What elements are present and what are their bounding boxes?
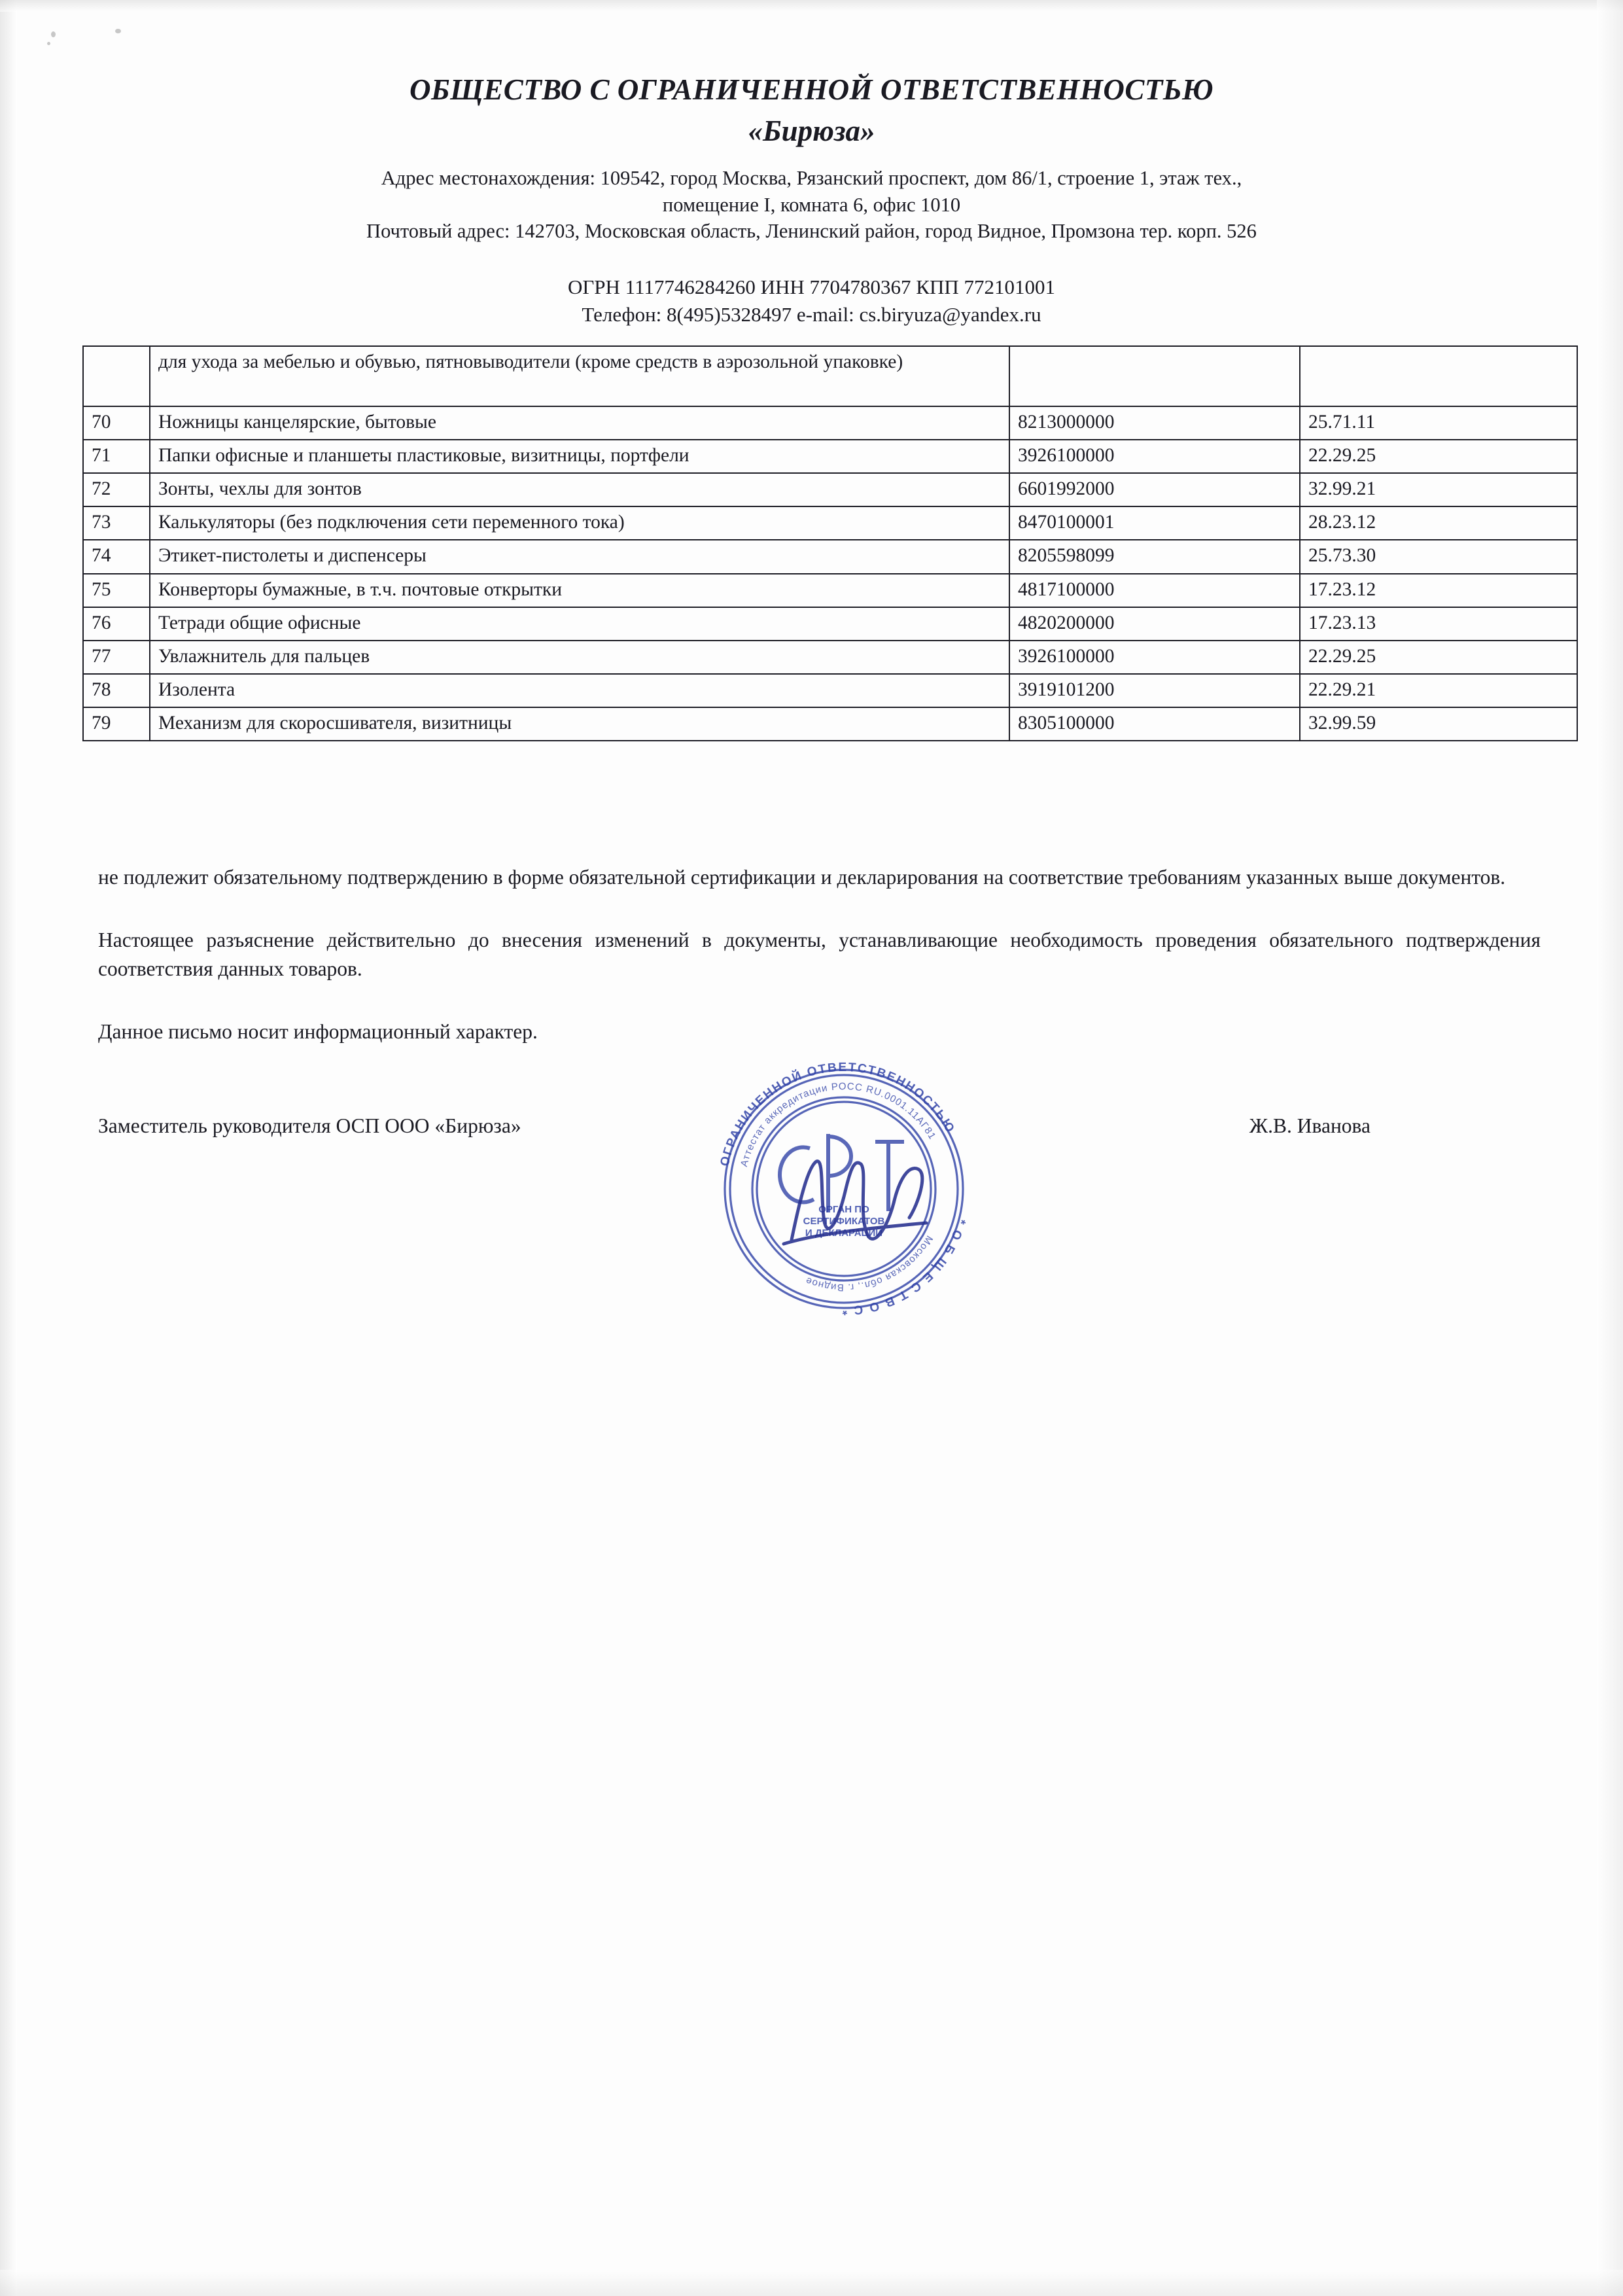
cell-tnved: 8213000000 xyxy=(1009,406,1300,440)
cell-num: 79 xyxy=(83,707,150,741)
cell-num: 74 xyxy=(83,540,150,573)
table-row xyxy=(83,607,1577,641)
address-line-2: помещение I, комната 6, офис 1010 xyxy=(662,194,961,216)
cell-name: Калькуляторы (без подключения сети переменного тока) xyxy=(150,506,1009,540)
cell-name: Зонты, чехлы для зонтов xyxy=(150,473,1009,506)
cell-name: Конверторы бумажные, в т.ч. почтовые открытки xyxy=(150,574,1009,607)
svg-text:СЕРТИФИКАТОВ: СЕРТИФИКАТОВ xyxy=(803,1216,885,1227)
table-row xyxy=(83,707,1577,741)
table-row xyxy=(83,406,1577,440)
organization-name: «Бирюза» xyxy=(748,114,875,147)
cell-okpd: 28.23.12 xyxy=(1300,506,1577,540)
contacts-line: Телефон: 8(495)5328497 e-mail: cs.biryuza@yandex.ru xyxy=(582,302,1041,326)
cell-tnved: 8470100001 xyxy=(1009,506,1300,540)
cell-num: 78 xyxy=(83,674,150,707)
cell-num: 75 xyxy=(83,574,150,607)
cell-name: Механизм для скоросшивателя, визитницы xyxy=(150,707,1009,741)
cell-okpd: 22.29.25 xyxy=(1300,641,1577,674)
table-row xyxy=(83,674,1577,707)
address-line-1: Адрес местонахождения: 109542, город Москва, Рязанский проспект, дом 86/1, строение 1, этаж тех., xyxy=(381,166,1242,189)
svg-text:Московская обл., г. Видное: Московская обл., г. Видное xyxy=(803,1233,935,1294)
organization-title: ОБЩЕСТВО С ОГРАНИЧЕННОЙ ОТВЕТСТВЕННОСТЬЮ xyxy=(410,73,1213,106)
signatory-position: Заместитель руководителя ОСП ООО «Бирюза» xyxy=(98,1114,521,1137)
table-row xyxy=(83,346,1577,406)
svg-text:ОРГАН ПО: ОРГАН ПО xyxy=(818,1204,869,1215)
cell-okpd: 32.99.21 xyxy=(1300,473,1577,506)
cell-okpd: 22.29.21 xyxy=(1300,674,1577,707)
cell-okpd: 25.73.30 xyxy=(1300,540,1577,573)
cell-tnved: 3926100000 xyxy=(1009,641,1300,674)
body-paragraph-3: Данное письмо носит информационный характер. xyxy=(98,1019,538,1043)
cell-tnved: 4817100000 xyxy=(1009,574,1300,607)
cell-num: 76 xyxy=(83,607,150,641)
cell-name: Ножницы канцелярские, бытовые xyxy=(150,406,1009,440)
scan-edge-bottom xyxy=(0,2270,1623,2296)
table-row xyxy=(83,506,1577,540)
cell-tnved: 8205598099 xyxy=(1009,540,1300,573)
table-row xyxy=(83,440,1577,473)
cell-num: 70 xyxy=(83,406,150,440)
registration-numbers: ОГРН 1117746284260 ИНН 7704780367 КПП 772101001 xyxy=(568,275,1055,298)
cell-okpd: 17.23.13 xyxy=(1300,607,1577,641)
table-row xyxy=(83,641,1577,674)
cell-name: Изолента xyxy=(150,674,1009,707)
goods-table-body xyxy=(83,346,1577,741)
cell-name: для ухода за мебелью и обувью, пятновыводители (кроме средств в аэрозольной упаковке) xyxy=(150,346,1009,406)
body-paragraph-1: не подлежит обязательному подтверждению в форме обязательной сертификации и декларирования на соответствие требованиям указанных выше документов. xyxy=(98,866,1506,889)
svg-text:Аттестат аккредитации РОСС RU.: Аттестат аккредитации РОСС RU.0001.11АГ81 xyxy=(738,1080,938,1168)
cell-name: Этикет-пистолеты и диспенсеры xyxy=(150,540,1009,573)
cell-num: 72 xyxy=(83,473,150,506)
cell-name: Тетради общие офисные xyxy=(150,607,1009,641)
address-block xyxy=(181,165,1443,245)
cell-num: 73 xyxy=(83,506,150,540)
table-row xyxy=(83,574,1577,607)
cell-okpd: 32.99.59 xyxy=(1300,707,1577,741)
cell-tnved: 8305100000 xyxy=(1009,707,1300,741)
registration-block xyxy=(181,274,1443,328)
cell-tnved: 3919101200 xyxy=(1009,674,1300,707)
table-row xyxy=(83,473,1577,506)
signature-row xyxy=(98,1114,1541,1167)
address-line-3: Почтовый адрес: 142703, Московская область, Ленинский район, город Видное, Промзона тер. корп. 526 xyxy=(366,220,1257,243)
goods-table xyxy=(82,345,1578,742)
cell-num: 71 xyxy=(83,440,150,473)
table-row xyxy=(83,540,1577,573)
svg-text:ОГРАНИЧЕННОЙ ОТВЕТСТВЕННОСТЬЮ: ОГРАНИЧЕННОЙ ОТВЕТСТВЕННОСТЬЮ xyxy=(718,1060,958,1168)
body-paragraph-2: Настоящее разъяснение действительно до внесения изменений в документы, устанавливающие необходимость проведения обязательного подтверждения соответствия данных товаров. xyxy=(98,928,1541,980)
cell-num xyxy=(83,346,150,406)
cell-okpd: 22.29.25 xyxy=(1300,440,1577,473)
cell-tnved: 6601992000 xyxy=(1009,473,1300,506)
cell-okpd: 17.23.12 xyxy=(1300,574,1577,607)
cell-okpd xyxy=(1300,346,1577,406)
cell-num: 77 xyxy=(83,641,150,674)
cell-tnved xyxy=(1009,346,1300,406)
cell-okpd: 25.71.11 xyxy=(1300,406,1577,440)
signatory-name: Ж.В. Иванова xyxy=(1249,1114,1370,1137)
svg-text:* О Б Щ Е С Т В О С *: * О Б Щ Е С Т В О С * xyxy=(841,1217,968,1318)
cell-tnved: 3926100000 xyxy=(1009,440,1300,473)
svg-text:И ДЕКЛАРАЦИЙ: И ДЕКЛАРАЦИЙ xyxy=(805,1227,883,1239)
cell-tnved: 4820200000 xyxy=(1009,607,1300,641)
cell-name: Увлажнитель для пальцев xyxy=(150,641,1009,674)
cell-name: Папки офисные и планшеты пластиковые, визитницы, портфели xyxy=(150,440,1009,473)
